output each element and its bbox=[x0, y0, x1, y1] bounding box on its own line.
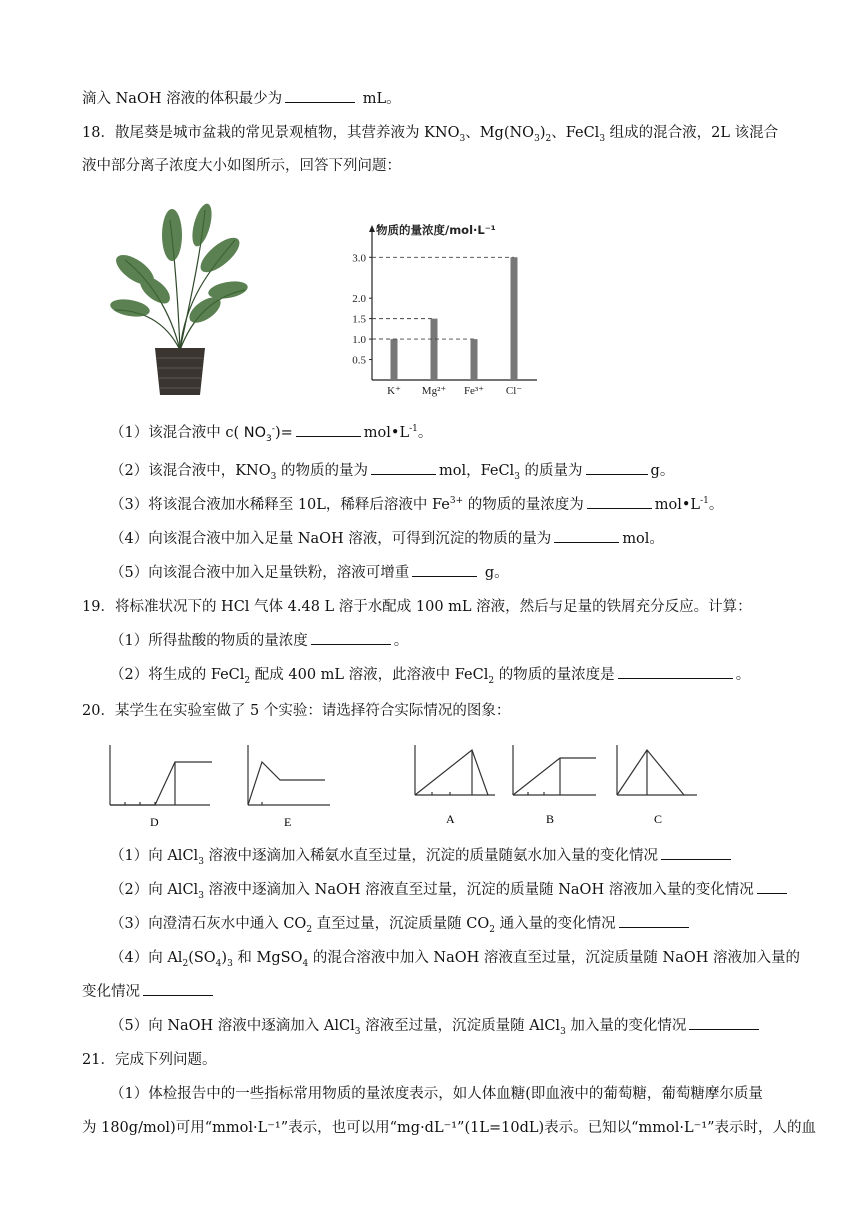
answer-blank[interactable] bbox=[757, 879, 787, 894]
question-19-1: （1）所得盐酸的物质的量浓度 。 bbox=[110, 630, 810, 652]
answer-blank[interactable] bbox=[619, 913, 689, 928]
answer-blank[interactable] bbox=[371, 460, 436, 475]
graph-label: A bbox=[446, 812, 455, 826]
chart-title: 物质的量浓度/mol·L⁻¹ bbox=[376, 223, 496, 237]
question-18-3: （3）将该混合液加水稀释至 10L，稀释后溶液中 $Fe^{3+}$ 的物质的量浓度为 $mol•L^{-1}$。 bbox=[110, 494, 810, 516]
plant-image bbox=[110, 200, 250, 400]
question-19: 19．将标准状况下的 HCl 气体 4.48 L 溶于水配成 100 mL 溶液，然后与足量的铁屑充分反应。计算： bbox=[82, 599, 752, 615]
question-20-4: （4）向 $Al_2(SO_4)_3$ 和 MgSO$_4$ 的混合溶液中加入 NaOH 溶液直至过量，沉淀质量随 NaOH 溶液加入量的 bbox=[110, 950, 800, 969]
answer-blank[interactable] bbox=[586, 460, 648, 475]
bar bbox=[431, 319, 438, 380]
text-line: 滴入 NaOH 溶液的体积最少为 mL。 bbox=[82, 88, 810, 110]
answer-blank[interactable] bbox=[554, 528, 619, 543]
y-tick-label: 3.0 bbox=[352, 252, 366, 265]
question-20-5: （5）向 NaOH 溶液中逐滴加入 AlCl$_3$ 溶液至过量，沉淀质量随 AlCl$_3$ 加入量的变化情况 bbox=[110, 1015, 810, 1037]
text-line: 为 180g/mol)可用“mmol·L⁻¹”表示，也可以用“mg·dL⁻¹”(1L=10dL)表示。已知以“mmol·L⁻¹”表示时，人的血 bbox=[82, 1120, 817, 1136]
graph-label: D bbox=[150, 815, 159, 829]
graph-E bbox=[240, 740, 335, 830]
answer-blank[interactable] bbox=[296, 422, 361, 437]
x-tick-label: Mg²⁺ bbox=[421, 385, 447, 397]
question-18-5: （5）向该混合液中加入足量铁粉，溶液可增重 g。 bbox=[110, 562, 810, 584]
y-axis-arrow bbox=[369, 225, 375, 232]
answer-blank[interactable] bbox=[143, 981, 213, 996]
question-20-2: （2）向 AlCl$_3$ 溶液中逐滴加入 NaOH 溶液直至过量，沉淀的质量随 NaOH 溶液加入量的变化情况 bbox=[110, 879, 810, 901]
y-tick-label: 0.5 bbox=[352, 354, 366, 367]
question-18-2: （2）该混合液中，$KNO_3$ 的物质的量为 mol，FeCl$_3$ 的质量为 g。 bbox=[110, 460, 810, 482]
text-line: 变化情况 bbox=[82, 981, 810, 1003]
question-20-3: （3）向澄清石灰水中通入 $CO_2$ 直至过量，沉淀质量随 $CO_2$ 通入量的变化情况 bbox=[110, 913, 810, 935]
answer-blank[interactable] bbox=[618, 664, 733, 679]
y-tick-label: 2.0 bbox=[352, 293, 366, 306]
question-21-1: （1）体检报告中的一些指标常用物质的量浓度表示，如人体血糖(即血液中的葡萄糖，葡萄糖摩尔质量 bbox=[110, 1086, 763, 1102]
graph-C bbox=[612, 740, 702, 830]
x-tick-label: Fe³⁺ bbox=[463, 385, 485, 397]
graph-label: B bbox=[546, 812, 555, 826]
bar bbox=[391, 339, 398, 380]
question-18: 18．散尾葵是城市盆栽的常见景观植物，其营养液为 $KNO_3$、$Mg(NO_3)_2$、FeCl$_3$ 组成的混合液，2L 该混合 bbox=[82, 125, 779, 144]
x-tick-label: Cl⁻ bbox=[505, 385, 523, 397]
ion-concentration-chart bbox=[330, 220, 540, 400]
answer-blank[interactable] bbox=[412, 562, 477, 577]
answer-blank[interactable] bbox=[285, 88, 355, 103]
question-18-4: （4）向该混合液中加入足量 NaOH 溶液，可得到沉淀的物质的量为 mol。 bbox=[110, 528, 810, 550]
answer-blank[interactable] bbox=[689, 1015, 759, 1030]
question-19-2: （2）将生成的 FeCl$_2$ 配成 400 mL 溶液，此溶液中 FeCl$_2$ 的物质的量浓度是 。 bbox=[110, 664, 810, 686]
answer-blank[interactable] bbox=[661, 845, 731, 860]
answer-blank[interactable] bbox=[311, 630, 391, 645]
bar bbox=[471, 339, 478, 380]
x-tick-label: K⁺ bbox=[387, 385, 401, 397]
question-20-1: （1）向 AlCl$_3$ 溶液中逐滴加入稀氨水直至过量，沉淀的质量随氨水加入量的变化情况 bbox=[110, 845, 810, 867]
question-21: 21．完成下列问题。 bbox=[82, 1052, 217, 1068]
graph-label: E bbox=[284, 815, 292, 829]
graph-D bbox=[100, 740, 215, 830]
bar bbox=[511, 257, 518, 380]
graph-B bbox=[508, 740, 598, 830]
answer-blank[interactable] bbox=[587, 494, 652, 509]
graph-label: C bbox=[654, 812, 663, 826]
question-18-1: （1）该混合液中 c( $NO_3^-)=$ $mol•L^{-1}$。 bbox=[110, 422, 810, 444]
y-tick-label: 1.5 bbox=[352, 313, 366, 326]
text-line: 液中部分离子浓度大小如图所示，回答下列问题： bbox=[82, 158, 401, 174]
question-20: 20．某学生在实验室做了 5 个实验：请选择符合实际情况的图象： bbox=[82, 703, 511, 719]
graph-A bbox=[410, 740, 500, 830]
y-tick-label: 1.0 bbox=[352, 334, 366, 347]
